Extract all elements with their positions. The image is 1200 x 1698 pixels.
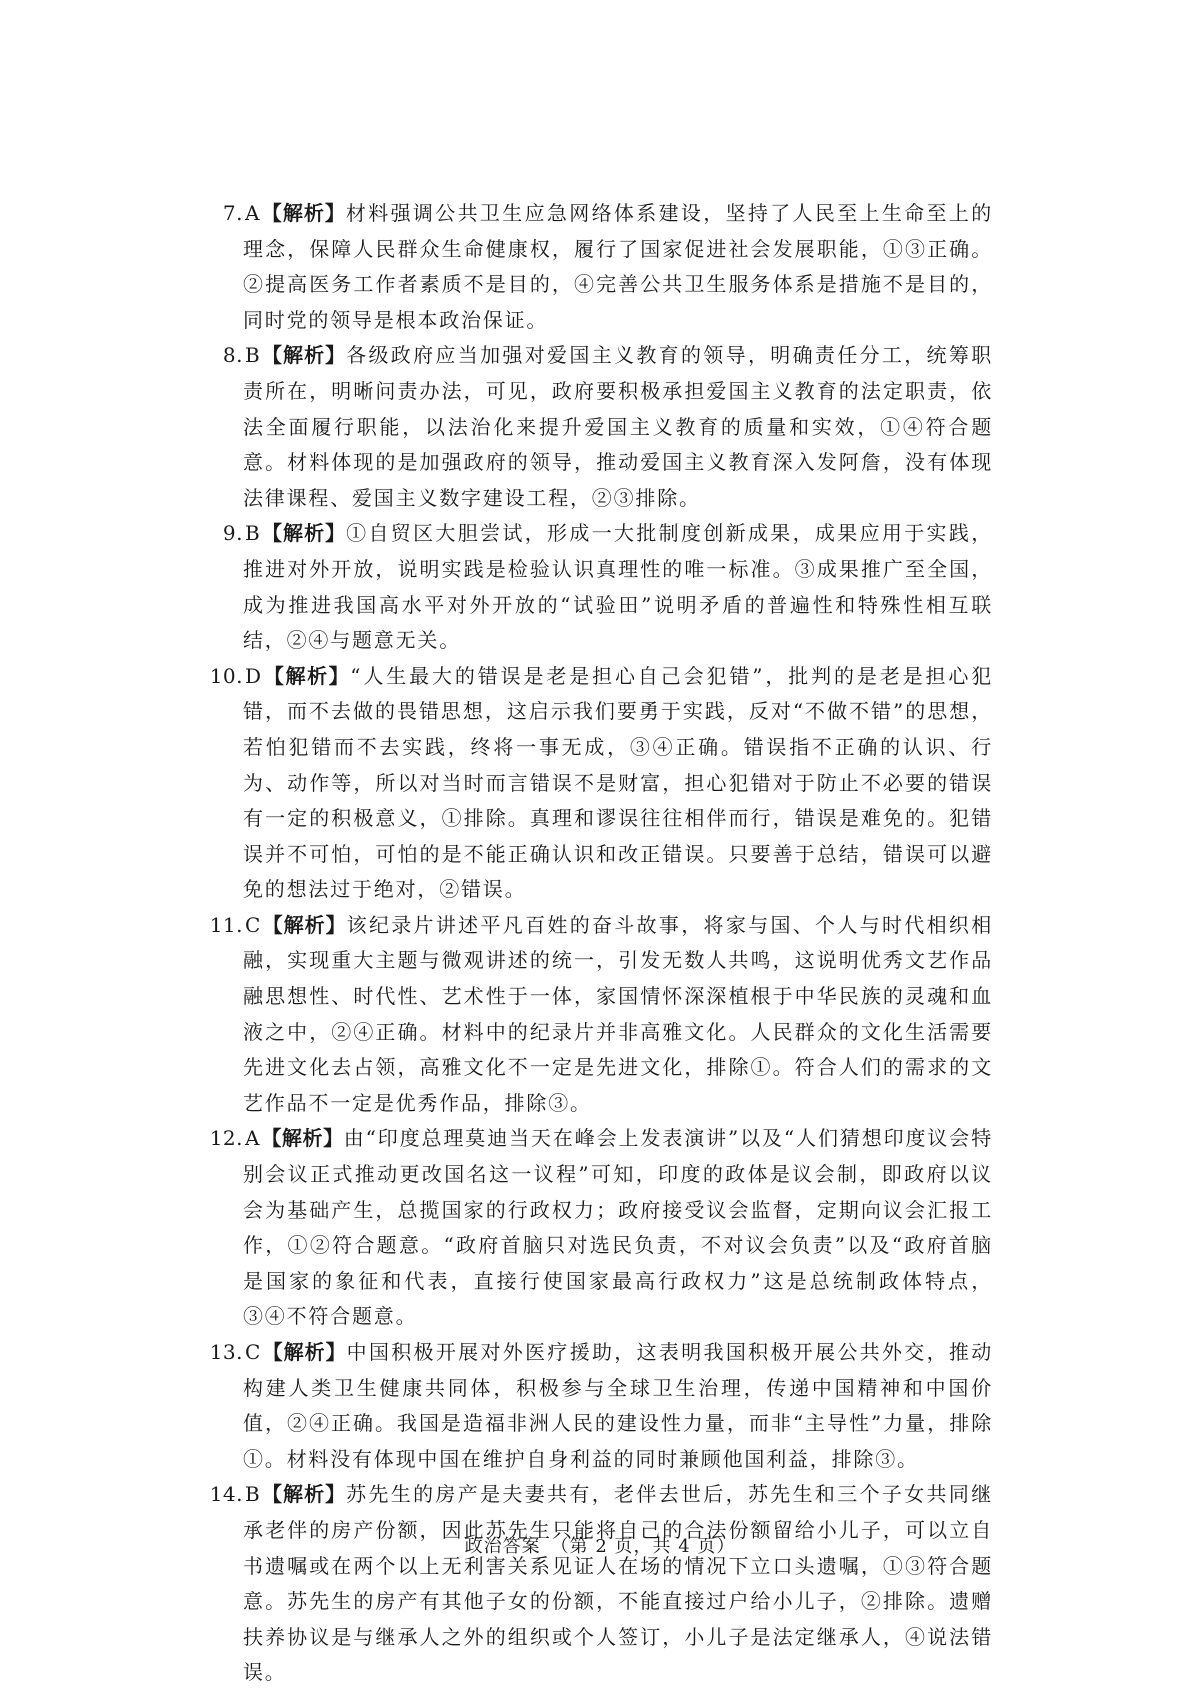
answer-letter: A	[245, 201, 262, 225]
analysis-text: 各级政府应当加强对爱国主义教育的领导，明确责任分工，统筹职责所在，明晰问责办法，可见，政府要积极承担爱国主义教育的法定职责，依法全面履行职能，以法治化来提升爱国主义教育的质量和实效，①④符合题意。材料体现的是加强政府的领导，推动爱国主义教育深入发阿詹，没有体现法律课程、爱国主义数字建设工程，②③排除。	[243, 343, 994, 510]
analysis-tag: 【解析】	[262, 1340, 347, 1364]
answer-item-14	[205, 1477, 993, 1691]
analysis-text: ①自贸区大胆尝试，形成一大批制度创新成果，成果应用于实践，推进对外开放，说明实践是检验认识真理性的唯一标准。③成果推广至全国，成为推进我国高水平对外开放的“试验田”说明矛盾的普遍性和特殊性相互联结，②④与题意无关。	[243, 521, 994, 653]
answer-item-10	[205, 659, 993, 908]
answer-letter: B	[245, 343, 262, 368]
analysis-tag: 【解析】	[261, 201, 346, 225]
item-body	[243, 908, 993, 1122]
item-number: 8.	[222, 343, 243, 368]
analysis-tag: 【解析】	[262, 663, 351, 688]
analysis-tag: 【解析】	[261, 1482, 347, 1507]
item-number: 14.	[209, 1482, 243, 1507]
analysis-tag: 【解析】	[262, 912, 347, 937]
analysis-tag: 【解析】	[261, 1126, 344, 1151]
analysis-text: 该纪录片讲述平凡百姓的奋斗故事，将家与国、个人与时代相织相融，实现重大主题与微观讲述的统一，引发无数人共鸣，这说明优秀文艺作品融思想性、时代性、艺术性于一体，家国情怀深深植根于中华民族的灵魂和血液之中，②④正确。材料中的纪录片并非高雅文化。人民群众的文化生活需要先进文化去占领，高雅文化不一定是先进文化，排除①。符合人们的需求的文艺作品不一定是优秀作品，排除③。	[243, 912, 993, 1115]
item-body	[243, 196, 993, 338]
analysis-text: 苏先生的房产是夫妻共有，老伴去世后，苏先生和三个子女共同继承老伴的房产份额，因此苏先生只能将自己的合法份额留给小儿子，可以立自书遗嘱或在两个以上无利害关系见证人在场的情况下立口头遗嘱，①③符合题意。苏先生的房产有其他子女的份额，不能直接过户给小儿子，②排除。遗赠扶养协议是与继承人之外的组织或个人签订，小儿子是法定继承人，④说法错误。	[243, 1482, 994, 1685]
answer-letter: C	[245, 1340, 263, 1364]
analysis-text: 中国积极开展对外医疗援助，这表明我国积极开展公共外交，推动构建人类卫生健康共同体，积极参与全球卫生治理，传递中国精神和中国价值，②④正确。我国是造福非洲人民的建设性力量，而非“主导性”力量，排除①。材料没有体现中国在维护自身利益的同时兼顾他国利益，排除③。	[243, 1340, 993, 1471]
item-number: 7.	[222, 201, 243, 225]
analysis-tag: 【解析】	[261, 521, 347, 546]
item-body	[243, 659, 993, 908]
analysis-text: 材料强调公共卫生应急网络体系建设，坚持了人民至上生命至上的理念，保障人民群众生命健康权，履行了国家促进社会发展职能，①③正确。②提高医务工作者素质不是目的，④完善公共卫生服务体系是措施不是目的，同时党的领导是根本政治保证。	[243, 201, 994, 332]
item-body	[243, 1121, 993, 1335]
answer-letter: A	[245, 1126, 262, 1151]
answer-letter: B	[245, 521, 262, 546]
answer-letter: D	[245, 663, 263, 688]
answer-letter: C	[245, 912, 263, 937]
answer-item-13	[205, 1335, 993, 1477]
item-body	[243, 516, 993, 658]
answer-letter: B	[245, 1482, 262, 1507]
answer-item-12	[205, 1121, 993, 1335]
item-number: 11.	[209, 912, 243, 937]
item-number: 12.	[209, 1126, 243, 1151]
analysis-text: “人生最大的错误是老是担心自己会犯错”，批判的是老是担心犯错，而不去做的畏错思想，这启示我们要勇于实践，反对“不做不错”的思想，若怕犯错而不去实践，终将一事无成，③④正确。错误指不正确的认识、行为、动作等，所以对当时而言错误不是财富，担心犯错对于防止不必要的错误有一定的积极意义，①排除。真理和谬误往往相伴而行，错误是难免的。犯错误并不可怕，可怕的是不能正确认识和改正错误。只要善于总结，错误可以避免的想法过于绝对，②错误。	[243, 663, 994, 902]
answer-list	[205, 196, 993, 1691]
answer-item-11	[205, 908, 993, 1122]
item-number: 13.	[209, 1340, 243, 1364]
analysis-text: 由“印度总理莫迪当天在峰会上发表演讲”以及“人们猜想印度议会特别会议正式推动更改国名这一议程”可知，印度的政体是议会制，即政府以议会为基础产生，总揽国家的行政权力；政府接受议会监督，定期向议会汇报工作，①②符合题意。“政府首脑只对选民负责，不对议会负责”以及“政府首脑是国家的象征和代表，直接行使国家最高行政权力”这是总统制政体特点，③④不符合题意。	[243, 1126, 993, 1329]
page-footer: 政治答案 （第 2 页，共 4 页）	[464, 1536, 736, 1557]
item-body	[243, 1477, 993, 1691]
item-body	[243, 1335, 993, 1477]
item-number: 9.	[222, 521, 243, 546]
answer-item-8	[205, 338, 993, 516]
item-number: 10.	[209, 663, 243, 688]
answer-item-7	[205, 196, 993, 338]
analysis-tag: 【解析】	[261, 343, 347, 368]
answer-item-9	[205, 516, 993, 658]
item-body	[243, 338, 993, 516]
